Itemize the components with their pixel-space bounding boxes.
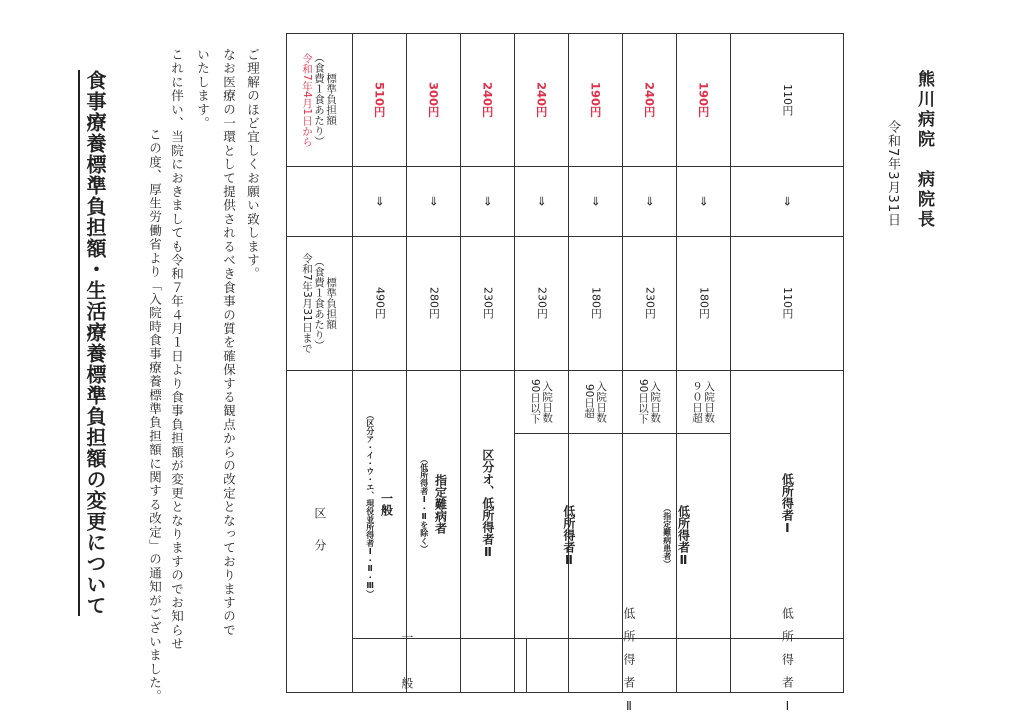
r8-arrow-icon: ⇒: [780, 195, 795, 207]
header-old-line-1: 標準負担額: [325, 276, 338, 330]
r6-old-fee: 230円: [643, 287, 657, 319]
r2-sub: （低所得者Ⅰ・Ⅱを除く）: [419, 455, 429, 553]
r6-arrow-icon: ⇒: [642, 195, 657, 207]
r2-new-fee: 300円: [426, 81, 441, 118]
r8-label: 低所得者Ⅰ: [780, 473, 795, 535]
r1-new-fee: 510円: [372, 81, 387, 118]
header-category: [286, 370, 352, 692]
r6-r7-group: [622, 433, 730, 638]
table-border-bottom: [286, 692, 844, 693]
r3-new-fee: 240円: [480, 81, 495, 118]
header-old-line-3: 令和7年3月31日まで: [300, 252, 313, 354]
r1-arrow-icon: ⇒: [372, 195, 387, 207]
r8-old-fee: 110円: [780, 287, 794, 319]
r7-old-fee: 180円: [697, 287, 711, 319]
r3-category: [460, 370, 514, 638]
group-low2-label: 低所得者Ⅱ: [621, 606, 636, 724]
r5-new-fee: 190円: [588, 81, 603, 118]
r4-old-fee: 230円: [535, 287, 549, 319]
r2-arrow-icon: ⇒: [426, 195, 441, 207]
r4-group-label: 低所得者Ⅱ: [561, 504, 576, 567]
r6-group-label: 低所得者Ⅱ: [676, 504, 691, 567]
r4-r5-group: [514, 433, 622, 638]
r6-sub: （指定難病患者）: [662, 503, 672, 568]
r4-new-fee: 240円: [534, 81, 549, 118]
r8-category: [730, 370, 843, 638]
group-low2: [526, 606, 730, 724]
r6-days: 入院日数 90日以下: [637, 379, 662, 424]
group-ippan: [352, 630, 460, 700]
group-low1: [730, 606, 843, 724]
header-old-line-2: （食費１食あたり）: [313, 255, 326, 351]
r1-old-fee: 490円: [373, 287, 387, 319]
body-line-5: ご理解のほど宜しくお願い致します。: [245, 48, 261, 281]
r1-label: 一般: [379, 492, 394, 516]
r5-old-fee: 180円: [589, 287, 603, 319]
header-category-label: 区 分: [312, 507, 327, 555]
r3-label: 区分オ、低所得者Ⅱ: [480, 449, 495, 559]
table-border-right: [843, 33, 844, 692]
hospital-signature: 熊川病院 病院長: [914, 70, 934, 230]
header-new-line-2: （食費１食あたり）: [313, 52, 326, 147]
r5-days: 入院日数 90日超: [583, 380, 608, 423]
r2-old-fee: 280円: [427, 287, 441, 319]
r7-arrow-icon: ⇒: [696, 195, 711, 207]
r5-arrow-icon: ⇒: [588, 195, 603, 207]
body-line-4: なお医療の一環として提供されるべき食事の質を確保する観点からの改定となっておりますので: [221, 48, 237, 638]
r6-new-fee: 240円: [642, 81, 657, 118]
r4-arrow-icon: ⇒: [534, 195, 549, 207]
r2-label: 指定難病者: [433, 474, 448, 534]
r1-sub: （区分ア・イ・ウ・エ、現役並所得者Ⅰ・Ⅱ・Ⅲ）: [365, 410, 375, 598]
r3-arrow-icon: ⇒: [480, 195, 495, 207]
notice-title: 食事療養標準負担額・生活療養標準負担額の変更について: [83, 70, 107, 616]
r8-new-fee: 110円: [780, 83, 794, 116]
r2-category: [406, 370, 460, 638]
header-new-line-1: 標準負担額: [325, 73, 338, 126]
r7-new-fee: 190円: [696, 81, 711, 118]
header-new-fee: [286, 33, 352, 166]
notice-date: 令和7年3月31日: [885, 120, 900, 228]
group-low1-label: 低所得者Ⅰ: [780, 606, 795, 724]
r1-category: [352, 370, 406, 638]
body-line-1: この度、厚生労働省より「入院時食事療養標準負担額に関する改定」の通知がございました。: [147, 128, 163, 704]
header-new-line-3: 令和7年4月1日から: [300, 52, 313, 147]
body-line-2: これに伴い、当院におきましても令和７年４月１日より食事負担額が変更となりますのでお知らせ: [169, 48, 185, 651]
body-line-3: いたします。: [195, 48, 211, 131]
group-ippan-label: 一 般: [399, 630, 414, 700]
header-old-fee: [286, 236, 352, 370]
r7-days: 入院日数 ９０日超: [691, 380, 716, 423]
r3-old-fee: 230円: [481, 287, 495, 319]
r4-days: 入院日数 90日以下: [529, 379, 554, 424]
fee-table: [286, 33, 844, 724]
